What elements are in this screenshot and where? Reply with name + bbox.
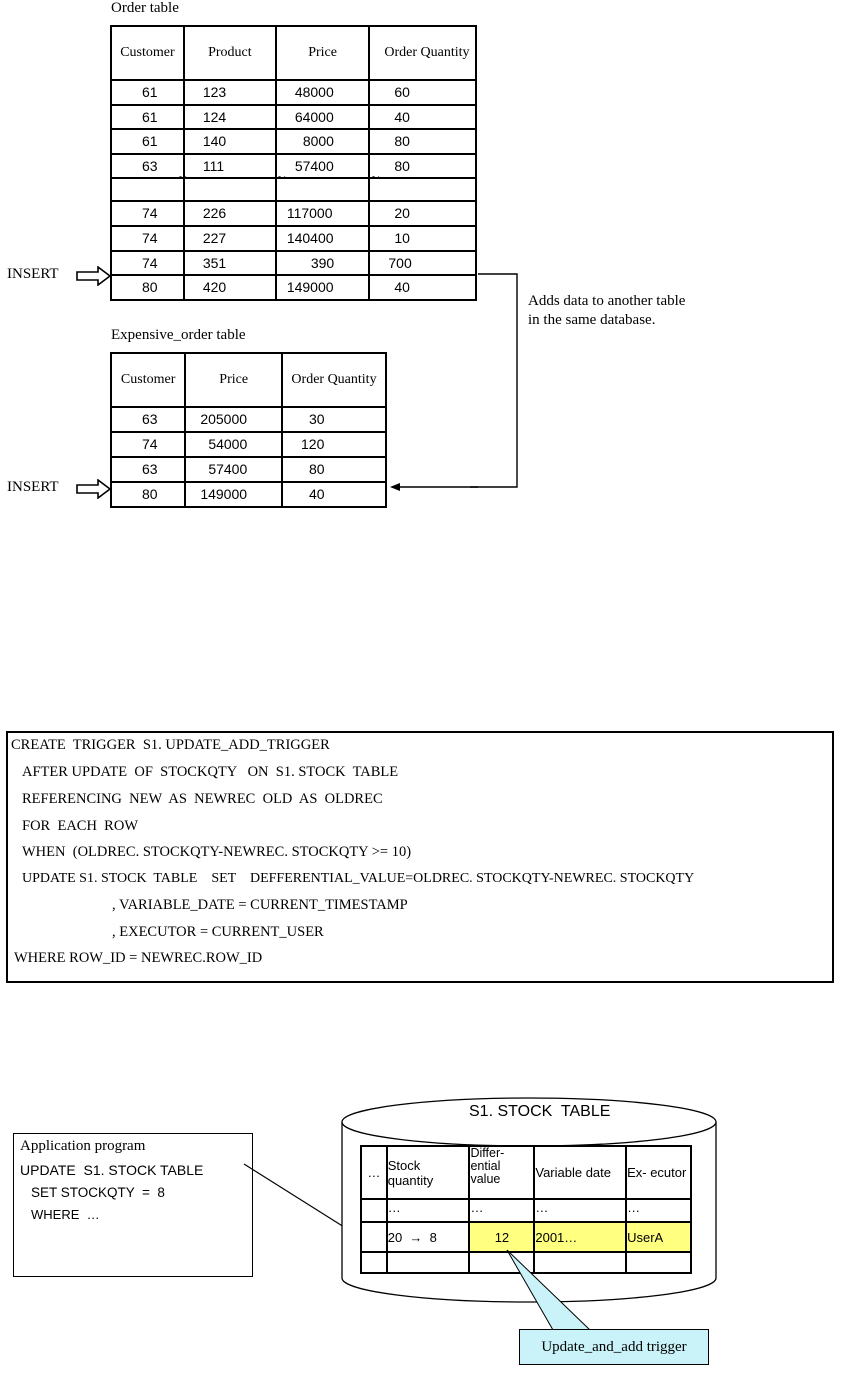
order-table-title: Order table <box>111 0 179 16</box>
cell: 10 <box>369 226 476 251</box>
cell: 2001… <box>534 1222 626 1252</box>
table-break-row <box>111 178 476 201</box>
application-program-box <box>13 1133 253 1277</box>
break-mark: ~ <box>178 170 187 187</box>
cell: 80 <box>111 275 184 300</box>
break-mark: ~ <box>371 170 380 187</box>
order-header-price: Price <box>276 26 370 80</box>
cell: 40 <box>369 275 476 300</box>
cell: 205000 <box>185 407 282 432</box>
cell: 123 <box>184 80 276 105</box>
cell: … <box>626 1199 691 1222</box>
table-row <box>111 154 476 179</box>
cell: 80 <box>282 457 386 482</box>
cell: 74 <box>111 201 184 226</box>
cell: 61 <box>111 105 184 130</box>
table-row <box>111 226 476 251</box>
cell: 351 <box>184 251 276 276</box>
cell: 149000 <box>276 275 370 300</box>
cell: 140 <box>184 129 276 154</box>
cell: UserA <box>626 1222 691 1252</box>
trigger-code-box <box>6 731 834 983</box>
table-row <box>111 201 476 226</box>
trigger-callout-pointer <box>505 1246 615 1336</box>
code-line: FOR EACH ROW <box>22 818 139 834</box>
cell: 111 <box>184 154 276 179</box>
code-line: WHEN (OLDREC. STOCKQTY-NEWREC. STOCKQTY >= 10) <box>22 844 412 860</box>
table-row <box>111 457 386 482</box>
connector-arrowhead-icon <box>388 480 478 496</box>
stock-header: … <box>361 1146 387 1199</box>
connector-arrow <box>470 265 530 495</box>
cell: … <box>387 1199 470 1222</box>
cell: 74 <box>111 226 184 251</box>
cell: 57400 <box>276 154 370 179</box>
code-line: WHERE ROW_ID = NEWREC.ROW_ID <box>14 950 263 966</box>
cell: 40 <box>282 482 386 507</box>
arrow-note-line: in the same database. <box>528 312 656 328</box>
expensive-order-table <box>110 352 387 508</box>
cell: 117000 <box>276 201 370 226</box>
code-line: , EXECUTOR = CURRENT_USER <box>112 924 324 940</box>
table-row <box>111 251 476 276</box>
cell: 700 <box>369 251 476 276</box>
cell: 63 <box>111 154 184 179</box>
cell: 8000 <box>276 129 370 154</box>
cell: … <box>469 1199 534 1222</box>
cell: 61 <box>111 80 184 105</box>
cell: 390 <box>276 251 370 276</box>
cell: 57400 <box>185 457 282 482</box>
table-row <box>111 275 476 300</box>
stock-header: Ex- ecutor <box>626 1146 691 1199</box>
cell: 54000 <box>185 432 282 457</box>
cell: 80 <box>369 129 476 154</box>
cell: 227 <box>184 226 276 251</box>
app-program-line: WHERE … <box>31 1207 100 1222</box>
insert-arrow-icon <box>76 266 112 286</box>
cell: 124 <box>184 105 276 130</box>
table-row <box>361 1199 691 1222</box>
code-line: CREATE TRIGGER S1. UPDATE_ADD_TRIGGER <box>11 737 330 753</box>
exp-header-customer: Customer <box>111 353 185 407</box>
cell: 80 <box>369 154 476 179</box>
cell: 120 <box>282 432 386 457</box>
exp-header-price: Price <box>185 353 282 407</box>
cell: 226 <box>184 201 276 226</box>
cell: 60 <box>369 80 476 105</box>
cell: 61 <box>111 129 184 154</box>
stock-table-title: S1. STOCK TABLE <box>469 1103 611 1120</box>
cell: 30 <box>282 407 386 432</box>
cell: 149000 <box>185 482 282 507</box>
cell: 63 <box>111 407 185 432</box>
trigger-callout-label: Update_and_add trigger <box>519 1329 709 1365</box>
code-line: UPDATE S1. STOCK TABLE SET DEFFERENTIAL_VALUE=OLDREC. STOCKQTY-NEWREC. STOCKQTY <box>22 871 695 886</box>
cell: 12 <box>469 1222 534 1252</box>
cell: 20 <box>369 201 476 226</box>
expensive-table-title: Expensive_order table <box>111 327 246 343</box>
table-row <box>111 129 476 154</box>
cell: 74 <box>111 251 184 276</box>
cell: 63 <box>111 457 185 482</box>
app-program-title: Application program <box>20 1138 146 1154</box>
app-program-line: SET STOCKQTY = 8 <box>31 1185 165 1200</box>
arrow-note <box>528 292 685 330</box>
table-row <box>111 432 386 457</box>
insert-label: INSERT <box>7 266 59 282</box>
arrow-note-line: Adds data to another table <box>528 293 686 309</box>
code-line: REFERENCING NEW AS NEWREC OLD AS OLDREC <box>22 791 383 807</box>
order-header-product: Product <box>184 26 276 80</box>
stock-header: Stock quantity <box>387 1146 470 1199</box>
exp-header-quantity: Order Quantity <box>282 353 386 407</box>
insert-label: INSERT <box>7 479 59 495</box>
cell: 420 <box>184 275 276 300</box>
table-row <box>111 482 386 507</box>
cell: … <box>534 1199 626 1222</box>
order-header-quantity: Order Quantity <box>369 26 476 80</box>
cell: 48000 <box>276 80 370 105</box>
table-row <box>111 105 476 130</box>
cell: 20 → 8 <box>387 1222 470 1252</box>
code-line: , VARIABLE_DATE = CURRENT_TIMESTAMP <box>112 897 408 913</box>
break-mark: ~ <box>277 170 286 187</box>
stock-header: Differ- ential value <box>469 1146 534 1199</box>
cell: 64000 <box>276 105 370 130</box>
app-program-line: UPDATE S1. STOCK TABLE <box>20 1162 204 1178</box>
cell: 40 <box>369 105 476 130</box>
order-header-customer: Customer <box>111 26 184 80</box>
cell: 74 <box>111 432 185 457</box>
cell: 80 <box>111 482 185 507</box>
insert-arrow-icon <box>76 479 112 499</box>
stock-header: Variable date <box>534 1146 626 1199</box>
table-row <box>111 80 476 105</box>
cell: 140400 <box>276 226 370 251</box>
table-row <box>111 407 386 432</box>
code-line: AFTER UPDATE OF STOCKQTY ON S1. STOCK TABLE <box>22 764 399 780</box>
order-table <box>110 25 477 301</box>
